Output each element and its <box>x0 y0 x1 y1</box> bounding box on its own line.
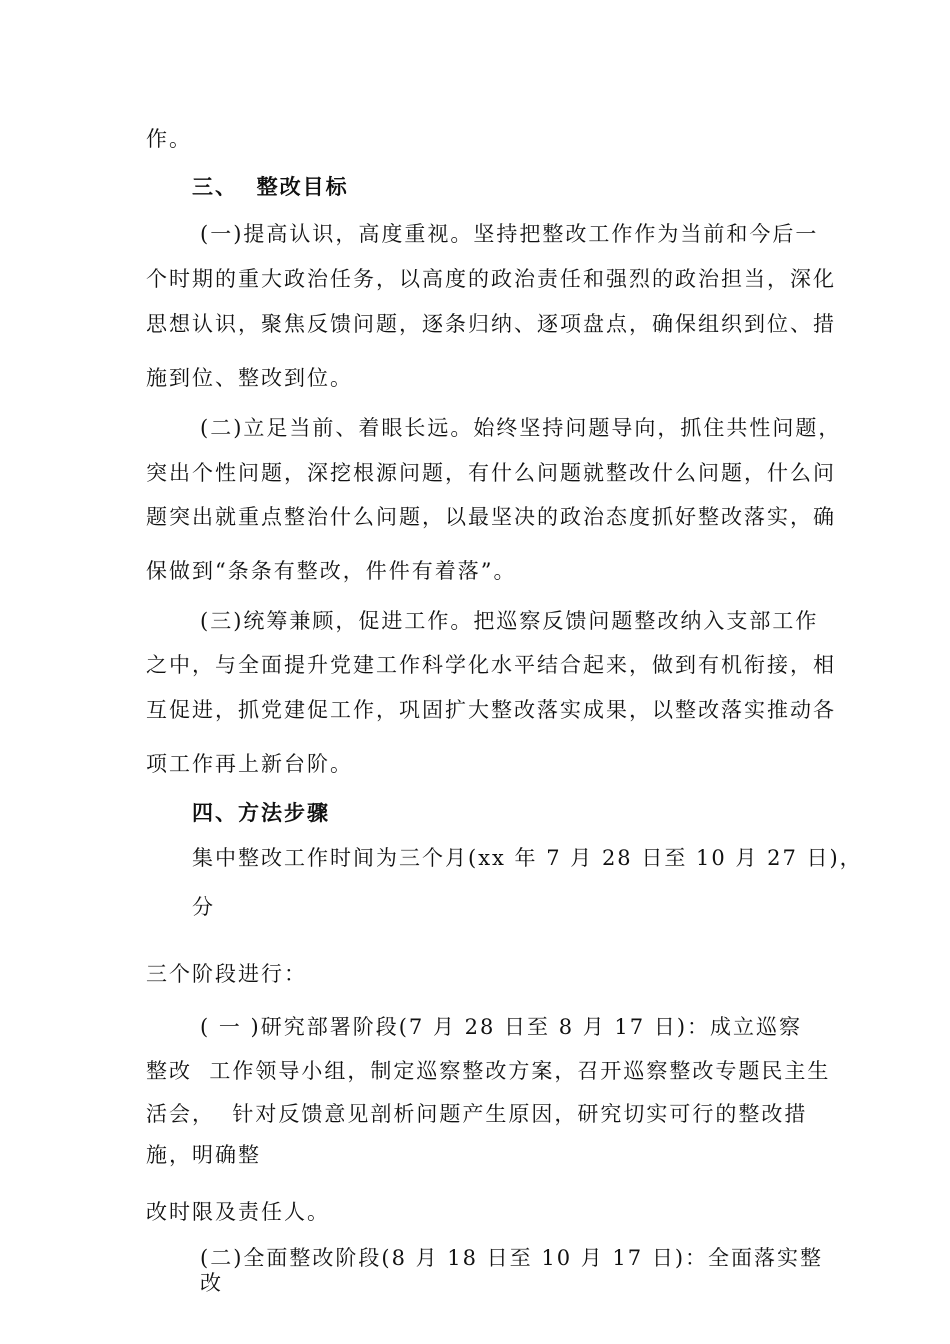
text-line: 个时期的重大政治任务，以高度的政治责任和强烈的政治担当，深化 <box>146 267 836 291</box>
text-line: ( 一 )研究部署阶段(7 月 28 日至 8 月 17 日)：成立巡察 <box>200 1015 803 1039</box>
text-line: 项工作再上新台阶。 <box>146 752 353 776</box>
text-line: 施，明确整 <box>146 1143 261 1167</box>
text-line: 突出个性问题，深挖根源问题，有什么问题就整改什么问题，什么问 <box>146 461 836 485</box>
text-line: 保做到“条条有整改，件件有着落”。 <box>146 559 517 583</box>
text-line: (二)立足当前、着眼长远。始终坚持问题导向，抓住共性问题， <box>200 416 842 440</box>
text-line: 作。 <box>146 127 192 151</box>
text-line: 整改 工作领导小组，制定巡察整改方案，召开巡察整改专题民主生 <box>146 1059 831 1083</box>
text-line: (二)全面整改阶段(8 月 18 日至 10 月 17 日)：全面落实整 <box>200 1246 824 1270</box>
text-line: 活会， 针对反馈意见剖析问题产生原因，研究切实可行的整改措 <box>146 1102 808 1126</box>
text-line: (三)统筹兼顾，促进工作。把巡察反馈问题整改纳入支部工作 <box>200 609 819 633</box>
text-line: 题突出就重点整治什么问题，以最坚决的政治态度抓好整改落实，确 <box>146 505 836 529</box>
text-line: 施到位、整改到位。 <box>146 366 353 390</box>
text-line: 之中，与全面提升党建工作科学化水平结合起来，做到有机衔接，相 <box>146 653 836 677</box>
text-line: 分 <box>192 895 215 919</box>
text-line: 思想认识，聚焦反馈问题，逐条归纳、逐项盘点，确保组织到位、措 <box>146 312 836 336</box>
text-line: 改 <box>200 1271 223 1295</box>
section-heading: 四、方法步骤 <box>192 800 330 825</box>
text-line: 集中整改工作时间为三个月(xx 年 7 月 28 日至 10 月 27 日)， <box>192 846 863 870</box>
text-line: 三个阶段进行： <box>146 962 307 986</box>
text-line: 改时限及责任人。 <box>146 1200 330 1224</box>
text-line: (一)提高认识，高度重视。坚持把整改工作作为当前和今后一 <box>200 222 819 246</box>
section-heading: 三、 整改目标 <box>192 174 349 199</box>
text-line: 互促进，抓党建促工作，巩固扩大整改落实成果，以整改落实推动各 <box>146 698 836 722</box>
